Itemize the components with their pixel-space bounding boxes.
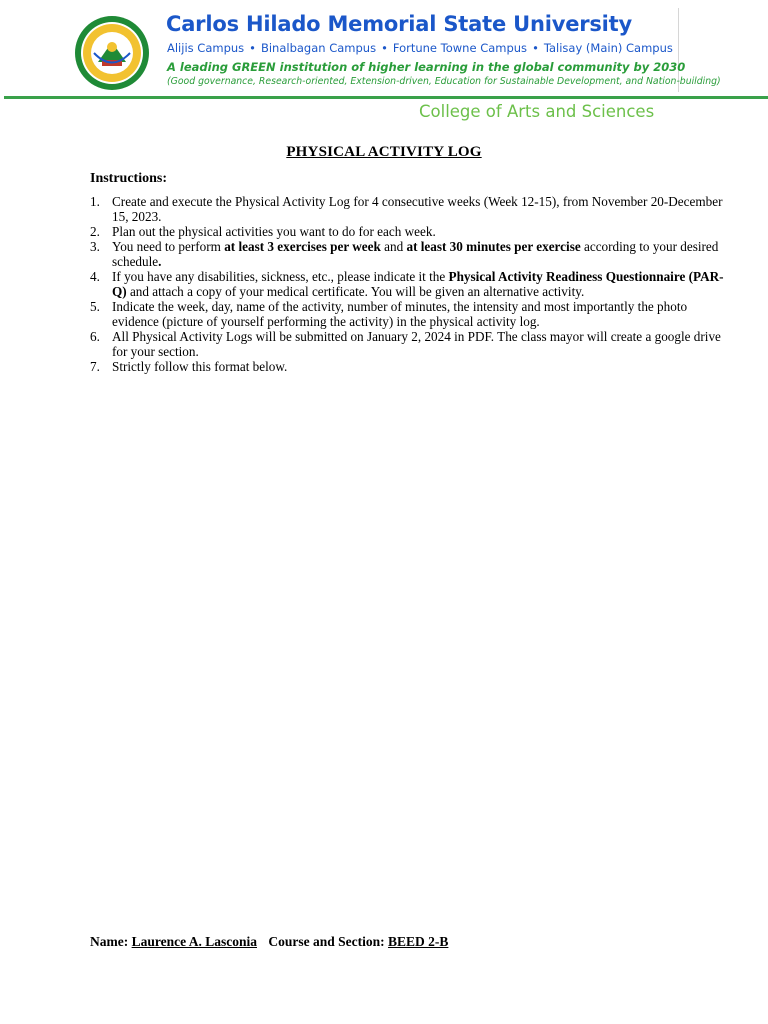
campus-name: Fortune Towne Campus bbox=[392, 41, 528, 55]
instruction-item bbox=[90, 239, 730, 269]
document-title: PHYSICAL ACTIVITY LOG bbox=[286, 144, 482, 160]
university-tagline: A leading GREEN institution of higher learning in the global community by 2030 bbox=[167, 60, 686, 74]
student-info bbox=[90, 934, 448, 950]
letterhead-text-box bbox=[160, 8, 721, 92]
instruction-text: Plan out the physical activities you want to do for each week. bbox=[112, 224, 436, 239]
instruction-text: Create and execute the Physical Activity Log for 4 consecutive weeks (Week 12-15), from November 20-December 15, 2023. bbox=[112, 194, 723, 224]
instruction-emphasis: Physical Activity Readiness Questionnaire (PAR-Q) bbox=[112, 269, 724, 299]
course-label: Course and Section: bbox=[268, 934, 385, 949]
college-name: College of Arts and Sciences bbox=[419, 102, 655, 121]
campus-separator: • bbox=[381, 41, 388, 55]
name-label: Name: bbox=[90, 934, 129, 949]
university-seal-logo bbox=[64, 14, 160, 92]
instruction-text: and bbox=[380, 239, 407, 254]
instruction-number: 2. bbox=[90, 224, 100, 239]
instruction-item bbox=[90, 299, 730, 329]
instruction-item bbox=[90, 329, 730, 359]
name-value: Laurence A. Lasconia bbox=[131, 934, 257, 949]
instruction-number: 1. bbox=[90, 194, 100, 209]
campus-name: Talisay (Main) Campus bbox=[543, 41, 673, 55]
instruction-text: If you have any disabilities, sickness, etc., please indicate it the bbox=[112, 269, 449, 284]
campus-separator: • bbox=[249, 41, 256, 55]
instructions-heading: Instructions: bbox=[90, 171, 168, 186]
instruction-number: 3. bbox=[90, 239, 100, 254]
instruction-item bbox=[90, 224, 730, 239]
campus-list bbox=[167, 41, 673, 55]
university-subtagline: (Good governance, Research-oriented, Extension-driven, Education for Sustainable Development, and Nation-building) bbox=[167, 76, 721, 87]
course-value: BEED 2-B bbox=[388, 934, 449, 949]
instruction-emphasis: . bbox=[158, 254, 162, 269]
campus-separator: • bbox=[532, 41, 539, 55]
instruction-text: All Physical Activity Logs will be submitted on January 2, 2024 in PDF. The class mayor will create a google drive for your section. bbox=[112, 329, 721, 359]
instruction-text: You need to perform bbox=[112, 239, 225, 254]
header-divider bbox=[4, 96, 768, 99]
instruction-number: 5. bbox=[90, 299, 100, 314]
campus-name: Alijis Campus bbox=[167, 41, 245, 55]
instruction-item bbox=[90, 359, 730, 374]
instruction-text: according to your desired schedule bbox=[112, 239, 719, 269]
instruction-text: Indicate the week, day, name of the activity, number of minutes, the intensity and most importantly the photo evidence (picture of yourself performing the activity) in the physical activity log. bbox=[112, 299, 688, 329]
instruction-emphasis: at least 3 exercises per week bbox=[224, 239, 381, 254]
campus-name: Binalbagan Campus bbox=[260, 41, 377, 55]
instruction-text: Strictly follow this format below. bbox=[112, 359, 288, 374]
instructions-list bbox=[90, 194, 730, 374]
letterhead bbox=[0, 0, 768, 100]
instruction-item bbox=[90, 194, 730, 224]
instruction-number: 7. bbox=[90, 359, 100, 374]
instruction-number: 4. bbox=[90, 269, 100, 284]
instruction-text: and attach a copy of your medical certificate. You will be given an alternative activity. bbox=[126, 284, 585, 299]
instruction-item bbox=[90, 269, 730, 299]
instruction-emphasis: at least 30 minutes per exercise bbox=[406, 239, 581, 254]
instruction-number: 6. bbox=[90, 329, 100, 344]
university-name: Carlos Hilado Memorial State University bbox=[166, 12, 633, 36]
